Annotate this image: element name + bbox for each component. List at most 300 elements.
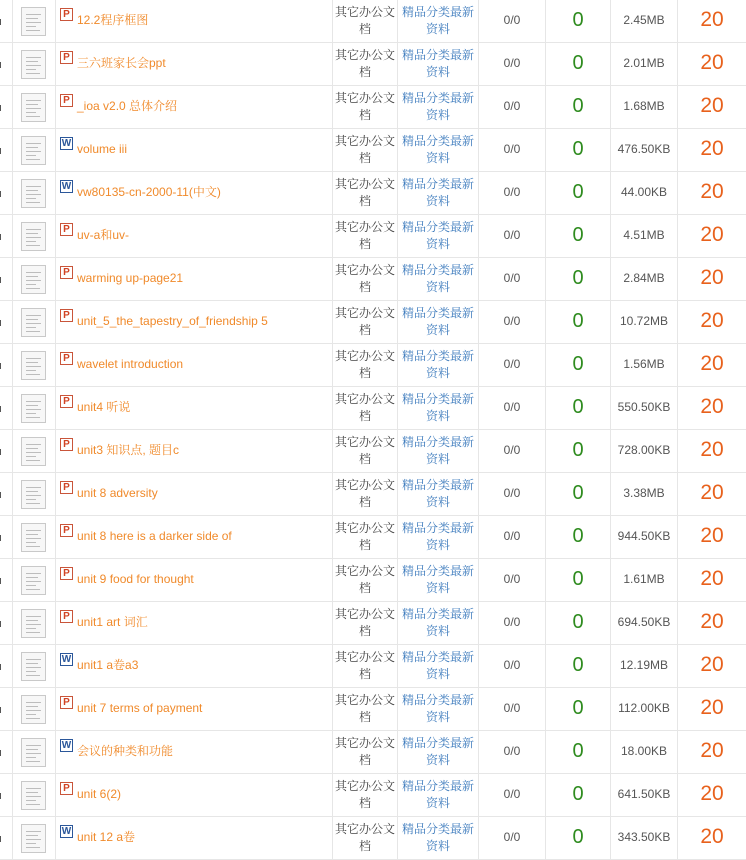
file-size: 12.19MB [619, 658, 669, 672]
row-checkbox-edge[interactable] [0, 277, 1, 283]
table-row [0, 258, 746, 301]
score-value: 20 [700, 180, 724, 203]
score-value: 20 [700, 696, 724, 719]
row-checkbox-edge[interactable] [0, 750, 1, 756]
count-cell [545, 559, 610, 601]
download-count: 0 [572, 353, 584, 375]
subcategory-link[interactable] [398, 477, 478, 511]
subcategory-cell [397, 645, 478, 687]
file-name-link[interactable]: unit 9 food for thought [77, 572, 194, 586]
row-edge-cell [0, 731, 12, 773]
document-thumbnail[interactable] [21, 308, 46, 337]
subcategory-line-2: 资料 [425, 237, 450, 251]
row-edge-cell [0, 817, 12, 859]
subcategory-link[interactable] [398, 391, 478, 425]
subcategory-link[interactable] [398, 219, 478, 253]
table-row [0, 387, 746, 430]
file-size: 2.84MB [623, 271, 665, 285]
row-edge-cell [0, 172, 12, 214]
file-name-link[interactable]: unit 7 terms of payment [77, 701, 203, 715]
subcategory-link[interactable] [398, 692, 478, 726]
document-thumbnail[interactable] [21, 609, 46, 638]
subcategory-line-2: 资料 [425, 194, 450, 208]
score-value: 20 [700, 825, 724, 848]
row-edge-cell [0, 301, 12, 343]
file-name-link[interactable]: _ioa v2.0 总体介绍 [77, 99, 178, 113]
count-cell [545, 688, 610, 730]
download-count: 0 [572, 697, 584, 719]
subcategory-line-2: 资料 [425, 710, 450, 724]
ratio-text: 0/0 [503, 701, 521, 715]
ratio-text: 0/0 [503, 443, 521, 457]
size-cell [610, 129, 677, 171]
ratio-text: 0/0 [503, 400, 521, 414]
ratio-text: 0/0 [503, 228, 521, 242]
row-checkbox-edge[interactable] [0, 664, 1, 670]
category-line-2: 档 [358, 280, 371, 294]
subcategory-cell [397, 344, 478, 386]
file-size: 44.00KB [620, 185, 668, 199]
category-cell [332, 731, 397, 773]
file-name-link[interactable]: unit 8 here is a darker side of [77, 529, 232, 543]
subcategory-cell [397, 0, 478, 42]
score-cell [677, 43, 746, 85]
score-value: 20 [700, 782, 724, 805]
table-row [0, 43, 746, 86]
category-line-1: 其它办公文 [334, 263, 395, 277]
category-line-1: 其它办公文 [334, 349, 395, 363]
ratio-cell [478, 602, 545, 644]
file-name-link[interactable]: unit1 art 词汇 [77, 615, 148, 629]
subcategory-line-2: 资料 [425, 538, 450, 552]
category-cell [332, 774, 397, 816]
subcategory-cell [397, 43, 478, 85]
thumbnail-cell [12, 688, 55, 730]
ratio-text: 0/0 [503, 744, 521, 758]
row-edge-cell [0, 688, 12, 730]
file-name-cell [55, 43, 332, 85]
document-thumbnail[interactable] [21, 695, 46, 724]
category-text [333, 821, 397, 855]
subcategory-line-1: 精品分类最新 [401, 220, 474, 234]
file-name-cell [55, 301, 332, 343]
category-line-2: 档 [358, 581, 371, 595]
subcategory-link[interactable] [398, 47, 478, 81]
file-size: 343.50KB [617, 830, 671, 844]
ratio-text: 0/0 [503, 529, 521, 543]
category-cell [332, 559, 397, 601]
category-line-1: 其它办公文 [334, 306, 395, 320]
row-edge-cell [0, 43, 12, 85]
count-cell [545, 43, 610, 85]
row-checkbox-edge[interactable] [0, 492, 1, 498]
thumbnail-cell [12, 559, 55, 601]
subcategory-line-1: 精品分类最新 [401, 564, 474, 578]
count-cell [545, 344, 610, 386]
ratio-text: 0/0 [503, 142, 521, 156]
document-thumbnail[interactable] [21, 7, 46, 36]
size-cell [610, 344, 677, 386]
file-name-link[interactable]: uv-a和uv- [77, 228, 130, 242]
category-line-2: 档 [358, 839, 371, 853]
download-count: 0 [572, 138, 584, 160]
file-name-link[interactable]: unit4 听说 [77, 400, 131, 414]
file-name-link[interactable]: unit3 知识点, 题目c [77, 443, 180, 457]
table-row [0, 774, 746, 817]
subcategory-line-1: 精品分类最新 [401, 177, 474, 191]
thumbnail-cell [12, 43, 55, 85]
subcategory-line-1: 精品分类最新 [401, 306, 474, 320]
subcategory-line-1: 精品分类最新 [401, 607, 474, 621]
category-line-1: 其它办公文 [334, 91, 395, 105]
category-line-2: 档 [358, 667, 371, 681]
ratio-text: 0/0 [503, 357, 521, 371]
category-line-1: 其它办公文 [334, 693, 395, 707]
row-checkbox-edge[interactable] [0, 578, 1, 584]
subcategory-line-2: 资料 [425, 796, 450, 810]
row-checkbox-edge[interactable] [0, 707, 1, 713]
row-checkbox-edge[interactable] [0, 363, 1, 369]
subcategory-link[interactable] [398, 434, 478, 468]
size-cell [610, 602, 677, 644]
row-edge-cell [0, 86, 12, 128]
document-thumbnail[interactable] [21, 50, 46, 79]
category-text [333, 305, 397, 339]
file-type-icon: P [60, 481, 73, 494]
row-checkbox-edge[interactable] [0, 234, 1, 240]
score-cell [677, 559, 746, 601]
count-cell [545, 129, 610, 171]
count-cell [545, 602, 610, 644]
subcategory-link[interactable] [398, 735, 478, 769]
file-name-link[interactable]: warming up-page21 [77, 271, 184, 285]
size-cell [610, 43, 677, 85]
thumbnail-cell [12, 430, 55, 472]
row-edge-cell [0, 602, 12, 644]
category-cell [332, 602, 397, 644]
score-cell [677, 817, 746, 859]
file-name-link[interactable]: 会议的种类和功能 [77, 744, 174, 758]
size-cell [610, 0, 677, 42]
size-cell [610, 774, 677, 816]
document-thumbnail[interactable] [21, 781, 46, 810]
subcategory-line-2: 资料 [425, 108, 450, 122]
document-thumbnail[interactable] [21, 738, 46, 767]
document-thumbnail[interactable] [21, 179, 46, 208]
file-type-icon: P [60, 266, 73, 279]
subcategory-link[interactable] [398, 4, 478, 38]
ratio-cell [478, 86, 545, 128]
file-name-cell [55, 344, 332, 386]
ratio-text: 0/0 [503, 99, 521, 113]
file-type-icon: W [61, 740, 72, 751]
ratio-cell [478, 559, 545, 601]
row-checkbox-edge[interactable] [0, 19, 1, 25]
category-line-1: 其它办公文 [334, 607, 395, 621]
ratio-cell [478, 688, 545, 730]
score-value: 20 [700, 438, 724, 461]
subcategory-cell [397, 817, 478, 859]
count-cell [545, 430, 610, 472]
category-line-1: 其它办公文 [334, 177, 395, 191]
ratio-text: 0/0 [503, 13, 521, 27]
file-size: 18.00KB [620, 744, 668, 758]
file-size: 550.50KB [617, 400, 671, 414]
subcategory-line-1: 精品分类最新 [401, 48, 474, 62]
score-cell [677, 774, 746, 816]
row-checkbox-edge[interactable] [0, 406, 1, 412]
subcategory-link[interactable] [398, 649, 478, 683]
file-size: 641.50KB [617, 787, 671, 801]
category-text [333, 391, 397, 425]
subcategory-link[interactable] [398, 176, 478, 210]
subcategory-link[interactable] [398, 606, 478, 640]
file-name-link[interactable]: unit 6(2) [77, 787, 122, 801]
subcategory-link[interactable] [398, 821, 478, 855]
score-cell [677, 172, 746, 214]
thumbnail-cell [12, 301, 55, 343]
document-thumbnail[interactable] [21, 222, 46, 251]
subcategory-cell [397, 301, 478, 343]
document-thumbnail[interactable] [21, 480, 46, 509]
ratio-cell [478, 473, 545, 515]
file-size: 4.51MB [623, 228, 665, 242]
file-name-cell [55, 817, 332, 859]
file-name-link[interactable]: 三六班家长会ppt [77, 56, 166, 70]
document-thumbnail[interactable] [21, 652, 46, 681]
file-size: 3.38MB [623, 486, 665, 500]
file-name-link[interactable]: unit1 a卷a3 [77, 658, 139, 672]
table-row [0, 129, 746, 172]
subcategory-line-1: 精品分类最新 [401, 392, 474, 406]
category-text [333, 176, 397, 210]
table-row [0, 602, 746, 645]
subcategory-line-1: 精品分类最新 [401, 91, 474, 105]
ratio-text: 0/0 [503, 787, 521, 801]
subcategory-link[interactable] [398, 563, 478, 597]
category-text [333, 133, 397, 167]
row-checkbox-edge[interactable] [0, 62, 1, 68]
count-cell [545, 387, 610, 429]
download-count: 0 [572, 482, 584, 504]
count-cell [545, 473, 610, 515]
score-cell [677, 344, 746, 386]
table-row [0, 86, 746, 129]
document-thumbnail[interactable] [21, 824, 46, 853]
subcategory-link[interactable] [398, 133, 478, 167]
score-cell [677, 129, 746, 171]
size-cell [610, 645, 677, 687]
category-cell [332, 645, 397, 687]
score-value: 20 [700, 51, 724, 74]
file-name-link[interactable]: unit 12 a卷 [77, 830, 136, 844]
thumbnail-cell [12, 645, 55, 687]
row-edge-cell [0, 516, 12, 558]
category-cell [332, 817, 397, 859]
category-cell [332, 129, 397, 171]
file-size: 10.72MB [619, 314, 669, 328]
category-cell [332, 473, 397, 515]
document-thumbnail[interactable] [21, 523, 46, 552]
subcategory-cell [397, 215, 478, 257]
subcategory-link[interactable] [398, 90, 478, 124]
subcategory-line-2: 资料 [425, 409, 450, 423]
subcategory-line-1: 精品分类最新 [401, 134, 474, 148]
row-checkbox-edge[interactable] [0, 535, 1, 541]
file-size: 1.61MB [623, 572, 665, 586]
thumbnail-cell [12, 387, 55, 429]
subcategory-link[interactable] [398, 305, 478, 339]
subcategory-cell [397, 774, 478, 816]
thumbnail-cell [12, 215, 55, 257]
count-cell [545, 516, 610, 558]
subcategory-line-2: 资料 [425, 753, 450, 767]
document-thumbnail[interactable] [21, 265, 46, 294]
row-edge-cell [0, 645, 12, 687]
file-name-link[interactable]: volume iii [77, 142, 128, 156]
subcategory-line-1: 精品分类最新 [401, 349, 474, 363]
thumbnail-cell [12, 0, 55, 42]
row-edge-cell [0, 559, 12, 601]
row-edge-cell [0, 473, 12, 515]
subcategory-line-1: 精品分类最新 [401, 263, 474, 277]
row-checkbox-edge[interactable] [0, 836, 1, 842]
score-value: 20 [700, 567, 724, 590]
category-line-2: 档 [358, 151, 371, 165]
category-line-1: 其它办公文 [334, 478, 395, 492]
download-count: 0 [572, 525, 584, 547]
file-name-link[interactable]: 12.2程序框图 [77, 13, 149, 27]
download-count: 0 [572, 310, 584, 332]
file-name-link[interactable]: unit_5_the_tapestry_of_friendship 5 [77, 314, 268, 328]
category-line-1: 其它办公文 [334, 48, 395, 62]
ratio-text: 0/0 [503, 486, 521, 500]
row-edge-cell [0, 258, 12, 300]
category-text [333, 348, 397, 382]
file-name-link[interactable]: wavelet introduction [77, 357, 184, 371]
score-cell [677, 215, 746, 257]
score-cell [677, 516, 746, 558]
ratio-cell [478, 387, 545, 429]
subcategory-link[interactable] [398, 348, 478, 382]
file-name-link[interactable]: vw80135-cn-2000-11(中文) [77, 185, 221, 199]
ratio-cell [478, 344, 545, 386]
category-line-1: 其它办公文 [334, 822, 395, 836]
file-size: 728.00KB [617, 443, 671, 457]
subcategory-link[interactable] [398, 262, 478, 296]
score-cell [677, 688, 746, 730]
document-thumbnail[interactable] [21, 566, 46, 595]
file-type-icon: P [60, 782, 73, 795]
file-size: 2.01MB [623, 56, 665, 70]
count-cell [545, 172, 610, 214]
ratio-cell [478, 172, 545, 214]
row-checkbox-edge[interactable] [0, 449, 1, 455]
subcategory-line-2: 资料 [425, 667, 450, 681]
file-type-icon: P [60, 94, 73, 107]
category-cell [332, 301, 397, 343]
row-checkbox-edge[interactable] [0, 320, 1, 326]
subcategory-line-1: 精品分类最新 [401, 5, 474, 19]
file-name-cell [55, 387, 332, 429]
file-name-cell [55, 172, 332, 214]
category-line-1: 其它办公文 [334, 392, 395, 406]
file-size: 112.00KB [618, 701, 670, 715]
table-row [0, 215, 746, 258]
subcategory-line-2: 资料 [425, 65, 450, 79]
ratio-cell [478, 774, 545, 816]
category-line-1: 其它办公文 [334, 5, 395, 19]
subcategory-cell [397, 559, 478, 601]
file-name-link[interactable]: unit 8 adversity [77, 486, 158, 500]
category-line-2: 档 [358, 65, 371, 79]
subcategory-cell [397, 602, 478, 644]
ratio-cell [478, 817, 545, 859]
category-line-1: 其它办公文 [334, 779, 395, 793]
table-row [0, 0, 746, 43]
subcategory-link[interactable] [398, 778, 478, 812]
document-thumbnail[interactable] [21, 394, 46, 423]
ratio-cell [478, 301, 545, 343]
table-row [0, 430, 746, 473]
row-checkbox-edge[interactable] [0, 191, 1, 197]
subcategory-cell [397, 731, 478, 773]
ratio-cell [478, 430, 545, 472]
file-type-icon: P [60, 223, 73, 236]
category-cell [332, 215, 397, 257]
count-cell [545, 215, 610, 257]
score-value: 20 [700, 266, 724, 289]
size-cell [610, 172, 677, 214]
document-thumbnail[interactable] [21, 351, 46, 380]
subcategory-line-2: 资料 [425, 624, 450, 638]
category-text [333, 47, 397, 81]
subcategory-cell [397, 86, 478, 128]
score-cell [677, 86, 746, 128]
row-checkbox-edge[interactable] [0, 621, 1, 627]
category-cell [332, 43, 397, 85]
document-thumbnail[interactable] [21, 136, 46, 165]
file-name-cell [55, 473, 332, 515]
score-cell [677, 0, 746, 42]
category-line-2: 档 [358, 237, 371, 251]
category-line-1: 其它办公文 [334, 564, 395, 578]
download-count: 0 [572, 52, 584, 74]
file-type-icon: P [60, 524, 73, 537]
row-checkbox-edge[interactable] [0, 105, 1, 111]
ratio-cell [478, 731, 545, 773]
document-thumbnail[interactable] [21, 93, 46, 122]
file-type-icon: P [60, 51, 73, 64]
category-text [333, 219, 397, 253]
score-cell [677, 473, 746, 515]
subcategory-link[interactable] [398, 520, 478, 554]
size-cell [610, 559, 677, 601]
document-thumbnail[interactable] [21, 437, 46, 466]
category-text [333, 606, 397, 640]
score-cell [677, 645, 746, 687]
row-edge-cell [0, 344, 12, 386]
category-line-2: 档 [358, 710, 371, 724]
row-checkbox-edge[interactable] [0, 793, 1, 799]
score-cell [677, 430, 746, 472]
row-checkbox-edge[interactable] [0, 148, 1, 154]
row-edge-cell [0, 0, 12, 42]
score-value: 20 [700, 94, 724, 117]
subcategory-line-2: 资料 [425, 151, 450, 165]
table-row [0, 516, 746, 559]
file-size: 1.56MB [623, 357, 665, 371]
